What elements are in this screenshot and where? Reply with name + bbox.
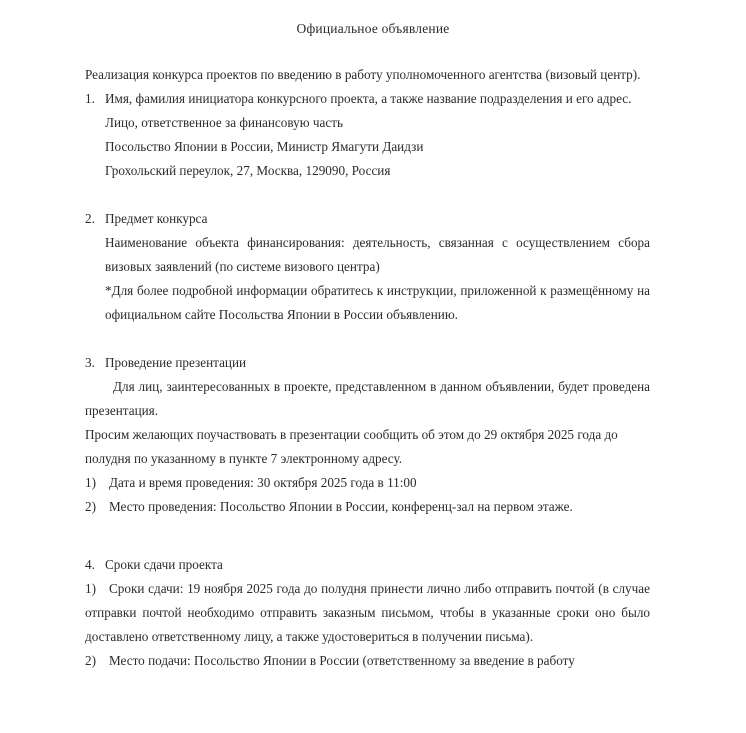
section-3-subitem-1 — [85, 471, 650, 495]
section-3-subitem-2 — [85, 495, 650, 519]
section-gap-3 — [85, 519, 650, 543]
section-2 — [85, 207, 650, 231]
section-gap-2 — [85, 327, 650, 351]
section-4-subitem-1-text: Сроки сдачи: 19 ноября 2025 года до полудня принести лично либо отправить почтой (в случае отправки почтой необходимо отправить заказным письмом, чтобы в указанные сроки оно было доставлено ответственному лицу, а также удостовериться в получении письма). — [85, 581, 650, 644]
section-3-body-2: Просим желающих поучаствовать в презентации сообщить об этом до 29 октября 2025 года до полудня по указанному в пункте 7 электронному адресу. — [85, 427, 618, 466]
section-1-line-2: Посольство Японии в России, Министр Ямагути Даидзи — [105, 139, 424, 154]
section-gap-1 — [85, 183, 650, 207]
section-4-subitem-2-text: Место подачи: Посольство Японии в России (ответственному за введение в работу — [109, 653, 575, 668]
section-3-subitem-2-text: Место проведения: Посольство Японии в России, конференц-зал на первом этаже. — [109, 499, 573, 514]
section-2-body-1: Наименование объекта финансирования: деятельность, связанная с осуществлением сбора визовых заявлений (по системе визового центра) — [105, 235, 650, 274]
section-3-number: 3. — [85, 355, 95, 370]
section-2-body-2: *Для более подробной информации обратитесь к инструкции, приложенной к размещённому на официальном сайте Посольства Японии в России объявлению. — [105, 283, 650, 322]
section-3-subitem-2-number: 2) — [85, 499, 96, 514]
document-body — [0, 63, 746, 673]
section-4-subitem-1-number: 1) — [85, 581, 96, 596]
section-3-subitem-1-text: Дата и время проведения: 30 октября 2025 года в 11:00 — [109, 475, 417, 490]
section-1-number: 1. — [85, 91, 95, 106]
section-1-heading: Имя, фамилия инициатора конкурсного проекта, а также название подразделения и его адрес. — [105, 91, 632, 106]
section-4-subitem-1 — [85, 577, 650, 649]
section-4-heading: Сроки сдачи проекта — [105, 557, 223, 572]
page-title: Официальное объявление — [296, 21, 450, 36]
section-3-heading: Проведение презентации — [105, 355, 247, 370]
document-page — [0, 19, 746, 733]
section-4-number: 4. — [85, 557, 95, 572]
section-4-subitem-2-number: 2) — [85, 653, 96, 668]
section-gap-3-extra — [85, 543, 650, 553]
section-1 — [85, 87, 650, 111]
section-1-line-1: Лицо, ответственное за финансовую часть — [105, 115, 344, 130]
section-1-line-3: Грохольский переулок, 27, Москва, 129090, Россия — [105, 163, 391, 178]
section-4-subitem-2 — [85, 649, 650, 673]
section-2-heading: Предмет конкурса — [105, 211, 208, 226]
section-4 — [85, 553, 650, 577]
section-3 — [85, 351, 650, 375]
section-3-body-1: Для лиц, заинтересованных в проекте, представленном в данном объявлении, будет проведена презентация. — [85, 379, 650, 418]
intro-paragraph: Реализация конкурса проектов по введению в работу уполномоченного агентства (визовый центр). — [85, 67, 641, 82]
section-2-number: 2. — [85, 211, 95, 226]
section-3-subitem-1-number: 1) — [85, 475, 96, 490]
